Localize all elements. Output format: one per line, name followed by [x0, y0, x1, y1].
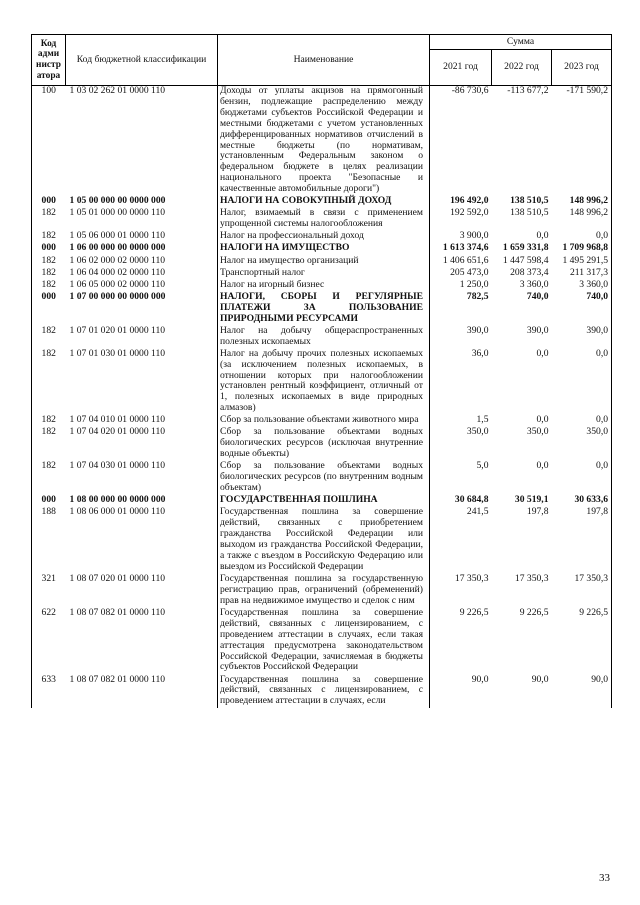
amount-2021-cell: 3 900,0: [459, 230, 489, 242]
budget-code-cell: 1 07 04 030 01 0000 110: [66, 461, 218, 495]
budget-code-cell: 1 06 05 000 02 0000 110: [66, 280, 218, 292]
table-row: [32, 243, 612, 255]
name-cell: НАЛОГИ НА ИМУЩЕСТВО: [218, 243, 430, 255]
amount-2022-cell: 17 350,3: [514, 572, 549, 584]
amount-2021-cell: 196 492,0: [450, 195, 489, 207]
amount-2022-cell: 1 659 331,8: [502, 242, 549, 254]
table-row: [32, 427, 612, 461]
amount-2023-cell: 0,0: [552, 461, 612, 495]
amount-2021-cell: 205 473,0: [450, 266, 489, 278]
name-cell: Сбор за пользование объектами животного мира: [218, 415, 430, 427]
amount-2022-cell: 208 373,4: [510, 266, 549, 278]
amount-2021-cell: 5,0: [476, 460, 489, 472]
amount-2022-cell: 138 510,5: [510, 207, 549, 219]
page-number: 33: [599, 872, 610, 884]
amount-2021-cell: 350,0: [466, 426, 489, 438]
amount-2021-cell: 36,0: [471, 347, 489, 359]
admin-code-cell: 182: [32, 427, 66, 461]
table-row: [32, 256, 612, 268]
budget-code-cell: 1 06 00 000 00 0000 000: [66, 243, 218, 255]
header-year-2021: 2021 год: [430, 50, 492, 86]
table-row: [32, 461, 612, 495]
name-cell: Налог на добычу общераспространенных полезных ископаемых: [218, 326, 430, 349]
amount-2023-cell: 9 226,5: [552, 608, 612, 675]
header-budget-code: Код бюджетной классификации: [66, 35, 218, 86]
amount-2023-cell: 30 633,6: [552, 495, 612, 507]
amount-2023-cell: 3 360,0: [552, 280, 612, 292]
amount-2023-cell: 197,8: [552, 507, 612, 574]
name-cell: НАЛОГИ, СБОРЫ И РЕГУЛЯРНЫЕ ПЛАТЕЖИ ЗА ПОЛЬЗОВАНИЕ ПРИРОДНЫМИ РЕСУРСАМИ: [218, 292, 430, 326]
table-row: [32, 86, 612, 197]
amount-2021-cell: 9 226,5: [459, 606, 489, 618]
table-header: [32, 35, 612, 86]
name-cell: ГОСУДАРСТВЕННАЯ ПОШЛИНА: [218, 495, 430, 507]
budget-code-cell: 1 08 00 000 00 0000 000: [66, 495, 218, 507]
table-row: [32, 326, 612, 349]
admin-code-cell: 182: [32, 231, 66, 243]
name-cell: НАЛОГИ НА СОВОКУПНЫЙ ДОХОД: [218, 196, 430, 208]
amount-2023-cell: -171 590,2: [552, 86, 612, 197]
name-cell: Налог, взимаемый в связи с применением упрощенной системы налогообложения: [218, 208, 430, 231]
amount-2023-cell: 0,0: [552, 415, 612, 427]
admin-code-cell: 000: [32, 495, 66, 507]
amount-2022-cell: -113 677,2: [507, 85, 549, 96]
admin-code-cell: 100: [32, 86, 66, 197]
amount-2022-cell: 390,0: [526, 324, 549, 336]
admin-code-cell: 321: [32, 574, 66, 608]
name-cell: Государственная пошлина за совершение действий, связанных с лицензированием, с проведением аттестации в случаях, если такая аттестация предусмотрена законодательством Российской Федерации, зачисляемая в бюджеты субъектов Российской Федерации: [218, 608, 430, 675]
amount-2023-cell: 390,0: [552, 326, 612, 349]
admin-code-cell: 000: [32, 292, 66, 326]
amount-2022-cell: 30 519,1: [514, 494, 549, 506]
name-cell: Налог на добычу прочих полезных ископаемых (за исключением полезных ископаемых, в отношении которых при налогообложении установлен рентный коэффициент, отличный от 1, полезных ископаемых в виде природных алмазов): [218, 349, 430, 416]
budget-code-cell: 1 08 07 082 01 0000 110: [66, 608, 218, 675]
amount-2022-cell: 350,0: [526, 426, 549, 438]
amount-2021-cell: 192 592,0: [450, 207, 489, 219]
amount-2021-cell: 782,5: [466, 290, 489, 302]
table-row: [32, 608, 612, 675]
name-cell: Сбор за пользование объектами водных биологических ресурсов (исключая внутренние водные объекты): [218, 427, 430, 461]
name-cell: Государственная пошлина за государственную регистрацию прав, ограничений (обременений) прав на недвижимое имущество и сделок с ним: [218, 574, 430, 608]
table-row: [32, 208, 612, 231]
amount-2021-cell: 30 684,8: [454, 494, 489, 506]
amount-2021-cell: 241,5: [466, 506, 489, 518]
header-amount: Сумма: [430, 35, 612, 50]
budget-code-cell: 1 08 07 020 01 0000 110: [66, 574, 218, 608]
name-cell: Доходы от уплаты акцизов на прямогонный бензин, подлежащие распределению между бюджетами субъектов Российской Федерации и местными бюджетами с учетом установленных дифференцированных нормативов отчислений в местные бюджеты (по нормативам, установленным Федеральным законом о федеральном бюджете в целях реализации национального проекта "Безопасные и качественные автомобильные дороги"): [218, 86, 430, 197]
header-year-2022: 2022 год: [492, 50, 552, 86]
budget-code-cell: 1 05 06 000 01 0000 110: [66, 231, 218, 243]
amount-2022-cell: 3 360,0: [519, 278, 549, 290]
amount-2022-cell: 0,0: [536, 347, 549, 359]
admin-code-cell: 182: [32, 256, 66, 268]
amount-2021-cell: 1 406 651,6: [442, 254, 489, 266]
name-cell: Сбор за пользование объектами водных биологических ресурсов (по внутренним водным объектам): [218, 461, 430, 495]
admin-code-cell: 182: [32, 349, 66, 416]
table-row: [32, 349, 612, 416]
amount-2022-cell: 0,0: [536, 414, 549, 426]
name-cell: Транспортный налог: [218, 268, 430, 280]
budget-code-cell: 1 08 06 000 01 0000 110: [66, 507, 218, 574]
amount-2021-cell: -86 730,6: [451, 85, 489, 96]
budget-code-cell: 1 03 02 262 01 0000 110: [66, 86, 218, 197]
admin-code-cell: 000: [32, 196, 66, 208]
admin-code-cell: 188: [32, 507, 66, 574]
amount-2022-cell: 0,0: [536, 230, 549, 242]
name-cell: Государственная пошлина за совершение действий, связанных с лицензированием, с проведением аттестации в случаях, если: [218, 675, 430, 709]
admin-code-cell: 182: [32, 326, 66, 349]
name-cell: Налог на профессиональный доход: [218, 231, 430, 243]
budget-code-cell: 1 05 00 000 00 0000 000: [66, 196, 218, 208]
amount-2023-cell: 1 495 291,5: [552, 256, 612, 268]
amount-2021-cell: 390,0: [466, 324, 489, 336]
header-admin-code: Код адми нистр атора: [32, 35, 66, 86]
budget-revenue-table: [31, 34, 612, 708]
amount-2023-cell: 90,0: [552, 675, 612, 709]
budget-code-cell: 1 07 04 020 01 0000 110: [66, 427, 218, 461]
table-row: [32, 268, 612, 280]
amount-2022-cell: 197,8: [526, 506, 549, 518]
name-cell: Государственная пошлина за совершение действий, связанных с приобретением гражданства Российской Федерации или выходом из гражданства Российской Федерации, а также с въездом в Российскую Федерацию или выездом из Российской Федерации: [218, 507, 430, 574]
budget-code-cell: 1 06 04 000 02 0000 110: [66, 268, 218, 280]
admin-code-cell: 182: [32, 415, 66, 427]
amount-2022-cell: 0,0: [536, 460, 549, 472]
amount-2023-cell: 0,0: [552, 349, 612, 416]
amount-2021-cell: 1 613 374,6: [442, 242, 489, 254]
table-row: [32, 675, 612, 709]
amount-2022-cell: 9 226,5: [519, 606, 549, 618]
table-row: [32, 574, 612, 608]
budget-code-cell: 1 07 01 020 01 0000 110: [66, 326, 218, 349]
header-year-2023: 2023 год: [552, 50, 612, 86]
amount-2022-cell: 1 447 598,4: [502, 254, 549, 266]
admin-code-cell: 000: [32, 243, 66, 255]
amount-2021-cell: 90,0: [471, 673, 489, 685]
admin-code-cell: 622: [32, 608, 66, 675]
amount-2021-cell: 17 350,3: [454, 572, 489, 584]
amount-2021-cell: 1 250,0: [459, 278, 489, 290]
amount-2023-cell: 17 350,3: [552, 574, 612, 608]
amount-2023-cell: 350,0: [552, 427, 612, 461]
budget-table-page: [31, 34, 611, 708]
amount-2023-cell: 148 996,2: [552, 196, 612, 208]
table-row: [32, 280, 612, 292]
table-body: [32, 86, 612, 709]
admin-code-cell: 182: [32, 268, 66, 280]
amount-2023-cell: 211 317,3: [552, 268, 612, 280]
amount-2023-cell: 148 996,2: [552, 208, 612, 231]
amount-2023-cell: 1 709 968,8: [552, 243, 612, 255]
amount-2022-cell: 740,0: [526, 290, 549, 302]
amount-2021-cell: 1,5: [476, 414, 489, 426]
budget-code-cell: 1 08 07 082 01 0000 110: [66, 675, 218, 709]
admin-code-cell: 182: [32, 461, 66, 495]
admin-code-cell: 633: [32, 675, 66, 709]
budget-code-cell: 1 07 01 030 01 0000 110: [66, 349, 218, 416]
budget-code-cell: 1 05 01 000 00 0000 110: [66, 208, 218, 231]
amount-2022-cell: 90,0: [531, 673, 549, 685]
admin-code-cell: 182: [32, 208, 66, 231]
amount-2022-cell: 138 510,5: [510, 195, 549, 207]
name-cell: Налог на игорный бизнес: [218, 280, 430, 292]
admin-code-cell: 182: [32, 280, 66, 292]
amount-2023-cell: 0,0: [552, 231, 612, 243]
name-cell: Налог на имущество организаций: [218, 256, 430, 268]
header-name: Наименование: [218, 35, 430, 86]
table-row: [32, 507, 612, 574]
table-row: [32, 292, 612, 326]
amount-2023-cell: 740,0: [552, 292, 612, 326]
budget-code-cell: 1 06 02 000 02 0000 110: [66, 256, 218, 268]
budget-code-cell: 1 07 04 010 01 0000 110: [66, 415, 218, 427]
budget-code-cell: 1 07 00 000 00 0000 000: [66, 292, 218, 326]
